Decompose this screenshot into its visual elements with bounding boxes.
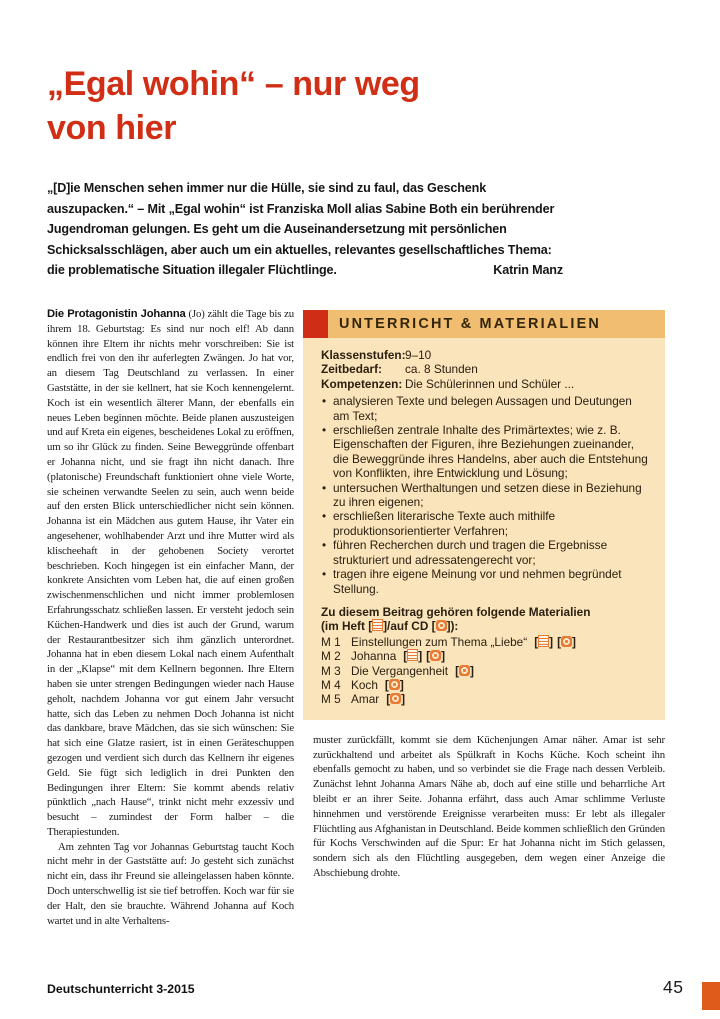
meta-label: Zeitbedarf: (321, 362, 382, 377)
material-title: Koch (351, 677, 378, 692)
competency-item: • erschließen literarische Texte auch mithilfe produktionsorientierter Verfahren; (321, 509, 649, 538)
bracket: [ (557, 634, 561, 649)
competency-list (321, 394, 649, 596)
paragraph-3: muster zurückfällt, kommt sie dem Küchenjungen Amar näher. Amar ist sehr zurückhaltend und arbeitet als Spülkraft in Kochs Küche. Koch scheint ihn ebenfalls gemocht zu haben, und so verbindet sie die Frage nach dessen Verbleib. Zunächst lehnt Johanna Amars Nähe ab, doch auf eine stille und beharrliche Art bleibt er an ihrer Seite. Johanna erfährt, dass auch Amar schlimme Verluste hinnehmen und verstörende Ereignisse verarbeiten muss: Er lebt als illegaler Flüchtling aus Afghanistan in Deutschland. Beide kommen schließlich den Gründen für Kochs Verschwinden auf die Spur: Er hat Johanna nicht im Stich gelassen, sondern sich als den Flüchtling ausgegeben, dem wegen einer Anzeige die Abschiebung drohte. (313, 733, 665, 879)
competency-item: • analysieren Texte und belegen Aussagen und Deutungen am Text; (321, 394, 649, 423)
bracket: ] (572, 634, 576, 649)
materials-infobox (303, 310, 665, 720)
infobox-body (303, 338, 665, 720)
bracket: [ (455, 663, 460, 678)
bracket: [ (403, 649, 408, 664)
material-row-m5 (321, 692, 649, 706)
bracket: [ (384, 677, 389, 692)
meta-value: ca. 8 Stunden (405, 362, 478, 377)
bracket: ] (441, 649, 446, 664)
meta-row-klassenstufen (321, 348, 649, 362)
material-icons (534, 635, 576, 649)
material-id: M 3 (321, 663, 341, 678)
meta-label: Kompetenzen: (321, 376, 403, 391)
material-icons (403, 649, 445, 663)
competency-item: • führen Recherchen durch und tragen die Ergebnisse strukturiert und adressatengerecht vor; (321, 538, 649, 567)
cd-icon (561, 636, 572, 647)
paragraph-1-text: (Jo) zählt die Tage bis zu ihrem 18. Geburtstag: Es sind nur noch elf! Ab dann können ihre Eltern ihr nichts mehr vorschreiben: Sie ist endlich frei von den ihr auferlegten Zwängen. Jo hat vor, an diesem Tag Deutschland zu verlassen. In einer Gaststätte, in der sie kellnert, hat sie Koch kennengelernt. Koch ist ein wesentlich älterer Mann, der ebenfalls ein neues Leben beginnen möchte. Beide planen auszusteigen und auf Kreta ein eigenes, bescheidenes Lokal zu eröffnen, um so ihr Glück zu finden. Seine Beweggründe offenbart er Johanna nicht, und sie fragt ihn nicht danach. Ihre (platonische) Freundschaft funktioniert ohne viele Worte, sie scheinen verwandte Seelen zu sein, auch wenn beide auf den ersten Blick unterschiedlicher nicht sein können. Johanna ist ein Mädchen aus gutem Hause, ihr Vater ein angesehener, wohlhabender Arzt und ihre Mutter wird als klischeehaft in der gehobenen Society verortet beschrieben. Koch hingegen ist ein einfacher Mann, der konkrete Ansichten vom Leben hat, die auf einen großen zwischenmenschlichen und nicht immer problemlosen Erfahrungsschatz schließen lassen. Er versteht jedoch sein Küchen-Handwerk und dies ist auch der Grund, warum der Restaurantbesitzer sich ihm gänzlich unterordnet. Johanna hat in eben diesem Lokal nach einem Aufenthalt in der „Klapse“ mit dem Kellnern begonnen. Ihre Eltern haben sie unter strengen Bedingungen wieder nach Hause geholt, nachdem Johanna vor gut einem Jahr versucht hatte, sich das Leben zu nehmen Doch Johanna ist nicht das dankbare, brave Mädchen, das sie sich wünschen: Sie hat sich eine Glatze rasiert, ist in einen Geräteschuppen gezogen und verdient sich durch das Kellnern ihr eigenes Geld. Sie fügt sich lediglich in drei Punkten den Bedingungen ihrer Eltern: Sie kommt abends relativ pünktlich „nach Hause“, trinkt nicht mehr exzessiv und besucht – zumindest der Form halber – die Therapiestunden. (47, 308, 294, 838)
paragraph-1 (47, 307, 294, 840)
cd-icon (389, 679, 400, 690)
material-row-m1 (321, 635, 649, 649)
material-row-m2 (321, 649, 649, 663)
material-title: Die Vergangenheit (351, 663, 449, 678)
intro-text: „[D]ie Menschen sehen immer nur die Hülle, sie sind zu faul, das Geschenk auszupacken.“ – Mit „Egal wohin“ ist Franziska Moll alias Sabine Both ein berührender Jugendroman gelungen. Es geht um die Auseinandersetzung mit persönlichen Schicksalsschlägen, aber auch um ein aktuelles, relevantes gesellschaftliches Thema: die problematische Situation illegaler Flüchtlinge. (47, 181, 555, 278)
infobox-header (303, 310, 665, 338)
bracket: [ (386, 692, 391, 707)
materials-intro-line-1: Zu diesem Beitrag gehören folgende Materialien (321, 604, 591, 619)
heft-icon (372, 619, 383, 631)
materials-intro-text: ]): (446, 619, 459, 634)
meta-row-zeitbedarf (321, 362, 649, 376)
heft-icon (538, 635, 549, 647)
meta-label: Klassenstufen: (321, 348, 406, 362)
journal-footer: Deutschunterricht 3-2015 (47, 982, 195, 996)
materials-intro-line-2 (321, 619, 649, 633)
paragraph-2: Am zehnten Tag vor Johannas Geburtstag taucht Koch nicht mehr in der Gaststätte auf: Jo gesteht sich zunächst nicht ein, dass ihr Freund sie alleingelassen haben könnte. Doch unterschwellig ist sie tief betroffen. Koch war für sie der Halt, den sie brauchte. Während Johanna auf Koch wartet und in alte Verhaltens- (47, 840, 294, 927)
materials-intro-text: (im Heft [ (321, 619, 373, 634)
material-row-m3 (321, 664, 649, 678)
material-id: M 5 (321, 692, 341, 707)
material-title: Johanna (351, 649, 397, 664)
page-number: 45 (663, 977, 684, 997)
material-icons (455, 664, 474, 678)
material-id: M 2 (321, 649, 341, 664)
material-row-m4 (321, 678, 649, 692)
bracket: [ (426, 649, 431, 664)
materials-list (321, 635, 649, 707)
material-id: M 4 (321, 677, 341, 692)
cd-icon (390, 693, 401, 704)
meta-value: Die Schülerinnen und Schüler ... (405, 376, 575, 391)
meta-value: 9–10 (405, 348, 432, 362)
material-title: Einstellungen zum Thema „Liebe“ (351, 634, 528, 649)
materials-intro (321, 605, 649, 634)
meta-row-kompetenzen (321, 377, 649, 391)
bracket: ] (470, 663, 474, 678)
bracket: ] (418, 649, 423, 664)
article-intro (47, 178, 563, 281)
bracket: ] (549, 634, 554, 649)
competency-item: • tragen ihre eigene Meinung vor und nehmen begründet Stellung. (321, 567, 649, 596)
cd-icon (459, 665, 470, 676)
competency-item: • untersuchen Werthaltungen und setzen diese in Beziehung zu ihren eigenen; (321, 481, 649, 510)
material-title: Amar (351, 692, 380, 707)
red-square-marker (303, 310, 328, 338)
page-corner-tab (702, 982, 720, 1010)
page-title-line-2: von hier (47, 109, 177, 147)
page-title (47, 62, 667, 150)
paragraph-lead-in: Die Protagonistin Johanna (47, 308, 186, 320)
bracket: ] (401, 692, 406, 707)
infobox-meta (321, 348, 649, 391)
competency-item: • erschließen zentrale Inhalte des Primärtextes; wie z. B. Eigenschaften der Figuren, ihre Beziehungen zueinander, die Beweggründe ihres Handelns, aber auch die Entstehung von Konflikten, ihre Entwicklung und Lösung; (321, 423, 649, 481)
infobox-title: UNTERRICHT & MATERIALIEN (339, 316, 601, 332)
left-column (47, 307, 294, 969)
author-name: Katrin Manz (493, 263, 563, 278)
material-icons (385, 678, 404, 692)
material-icons (386, 692, 405, 706)
cd-icon (436, 620, 447, 631)
materials-intro-text: ]/auf CD [ (383, 619, 436, 634)
page-title-line-1: „Egal wohin“ – nur weg (47, 65, 420, 103)
heft-icon (407, 649, 418, 661)
bracket: ] (399, 677, 404, 692)
material-id: M 1 (321, 634, 341, 649)
bracket: [ (534, 634, 539, 649)
right-column (303, 310, 665, 953)
cd-icon (430, 650, 441, 661)
